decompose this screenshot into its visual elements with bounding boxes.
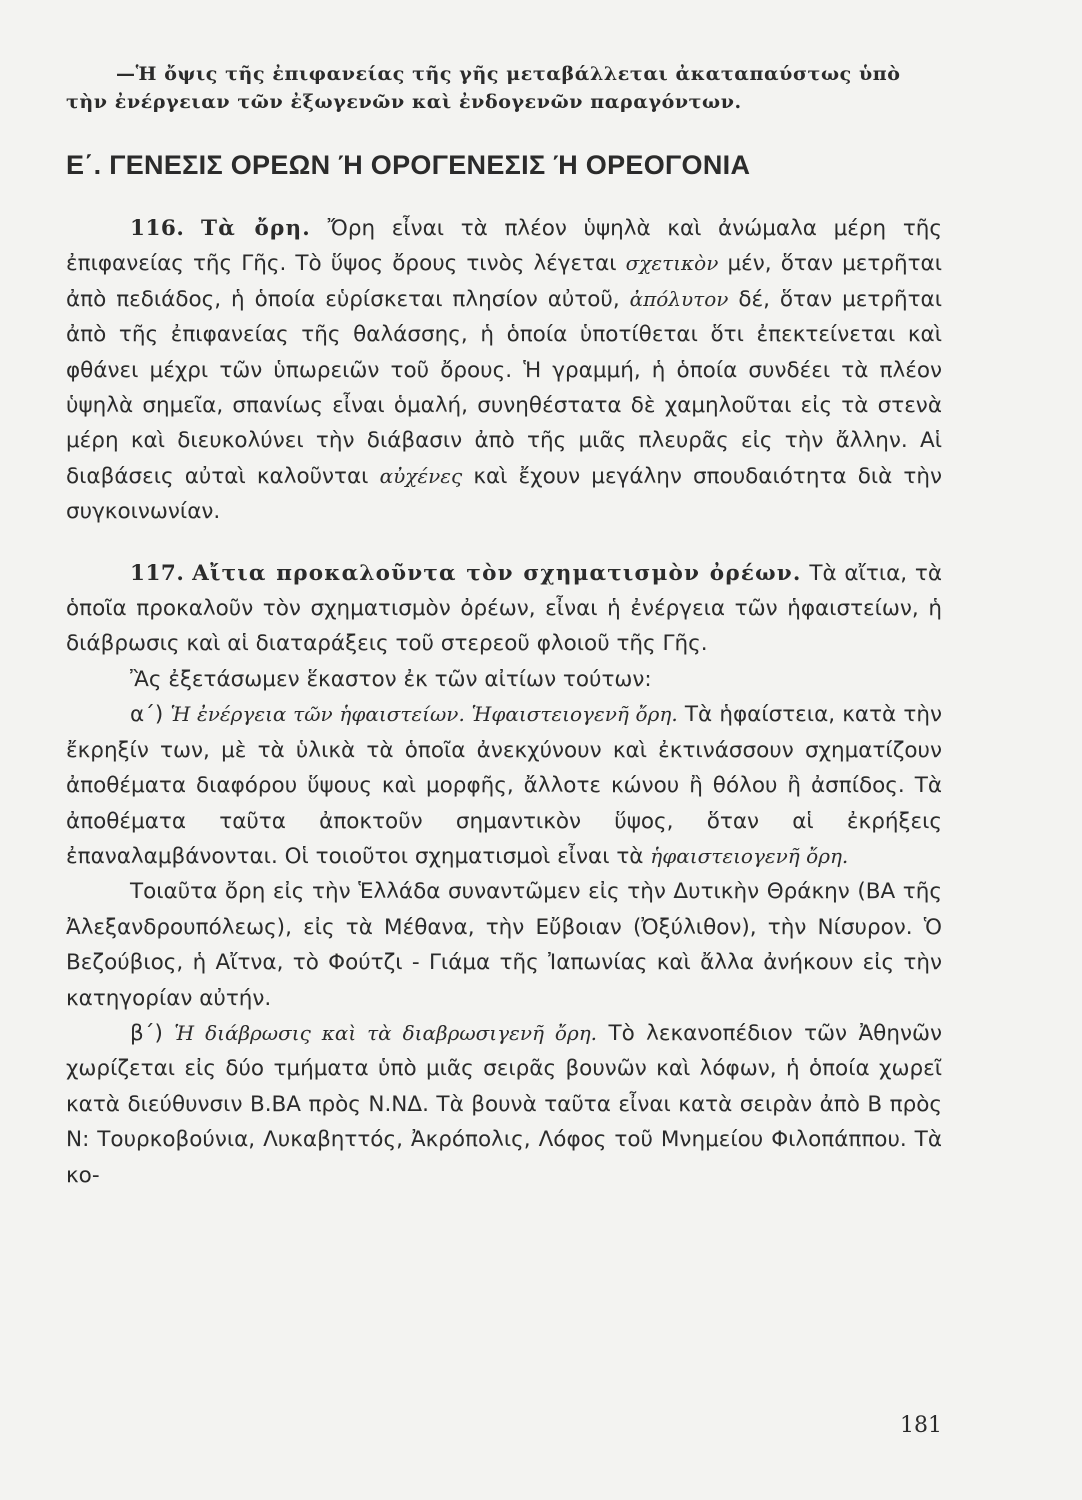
summary-line-1: —Ἡ ὄψις τῆς ἐπιφανείας τῆς γῆς μεταβάλλεται ἀκαταπαύστως ὑπὸ xyxy=(116,63,901,85)
section-117-text: Τὰ αἴτια, τὰ ὁποῖα προκαλοῦν τὸν σχηματισμὸν ὀρέων, εἶναι ἡ ἐνέργεια τῶν ἡφαιστείων, ἡ διάβρωσις καὶ αἱ διαταράξεις τοῦ στερεοῦ φλοιοῦ τῆς Γῆς. xyxy=(66,560,942,657)
item-a-label: α΄) xyxy=(130,702,164,728)
section-117-intro: Ἂς ἐξετάσωμεν ἕκαστον ἐκ τῶν αἰτίων τούτων: xyxy=(130,666,652,692)
term-passes: αὐχένες xyxy=(379,463,463,488)
section-117 xyxy=(66,556,942,662)
term-relative: σχετικὸν xyxy=(625,251,719,276)
section-116-text-d: καὶ ἔχουν μεγάλην σπουδαιότητα διὰ τὴν συγκοινωνίαν. xyxy=(66,463,943,525)
page-number: 181 xyxy=(900,1413,942,1438)
term-absolute: ἀπόλυτον xyxy=(629,286,729,311)
volcano-examples: Τοιαῦτα ὄρη εἰς τὴν Ἑλλάδα συναντῶμεν εἰς τὴν Δυτικὴν Θράκην (ΒΑ τῆς Ἀλεξανδρουπόλεως), εἰς τὰ Μέθανα, τὴν Εὔβοιαν (Ὀξύλιθον), τὴν Νίσυρον. Ὁ Βεζούβιος, ἡ Αἴτνα, τὸ Φούτζι - Γιάμα τῆς Ἰαπωνίας καὶ ἄλλα ἀνήκουν εἰς τὴν κατηγορίαν αὐτήν. xyxy=(66,879,942,1011)
section-116 xyxy=(66,211,942,530)
summary-line-2: τὴν ἐνέργειαν τῶν ἐξωγενῶν καὶ ἐνδογενῶν παραγόντων. xyxy=(66,91,742,113)
chapter-summary xyxy=(66,60,942,116)
section-116-text-a: Ὄρη εἶναι τὰ πλέον ὑψηλὰ καὶ ἀνώμαλα μέρη τῆς ἐπιφανείας τῆς Γῆς. Τὸ ὕψος ὄρους τινὸς λέγεται xyxy=(66,216,943,277)
item-b-label: β΄) xyxy=(130,1020,163,1046)
book-page xyxy=(66,60,942,1480)
item-b-heading: Ἡ διάβρωσις καὶ τὰ διαβρωσιγενῆ ὄρη. xyxy=(174,1020,598,1045)
chapter-title: Ε΄. ΓΕΝΕΣΙΣ ΟΡΕΩΝ Ή ΟΡΟΓΕΝΕΣΙΣ Ή ΟΡΕΟΓΟΝΙΑ xyxy=(66,150,751,180)
item-b-text: Τὸ λεκανοπέδιον τῶν Ἀθηνῶν χωρίζεται εἰς δύο τμήματα ὑπὸ μιᾶς σειρᾶς βουνῶν καὶ λόφων, ἡ ὁποία χωρεῖ κατὰ διεύθυνσιν Β.ΒΑ πρὸς Ν.ΝΔ. Τὰ βουνὰ ταῦτα εἶναι κατὰ σειρὰν ἀπὸ Β πρὸς Ν: Τουρκοβούνια, Λυκαβηττός, Ἀκρόπολις, Λόφος τοῦ Μνημείου Φιλοπάππου. Τὰ κο- xyxy=(66,1020,942,1188)
item-a-text: Τὰ ἡφαίστεια, κατὰ τὴν ἔκρηξίν των, μὲ τὰ ὑλικὰ τὰ ὁποῖα ἀνεκχύνουν καὶ ἐκτινάσσουν σχηματίζουν ἀποθέματα διαφόρου ὕψους καὶ μορφῆς, ἄλλοτε κώνου ἢ θόλου ἢ ἀσπίδος. Τὰ ἀποθέματα ταῦτα ἀποκτοῦν σημαντικὸν ὕψος, ὅταν αἱ ἐκρήξεις ἐπαναλαμβάνονται. Οἱ τοιοῦτοι σχηματισμοὶ εἶναι τὰ xyxy=(66,702,942,869)
item-a-term: ἡφαιστειογενῆ ὄρη. xyxy=(650,843,849,868)
section-116-number: 116. xyxy=(130,216,185,241)
section-116-title: Τὰ ὄρη. xyxy=(201,216,311,241)
section-117-number: 117. xyxy=(130,560,185,586)
item-a-heading: Ἡ ἐνέργεια τῶν ἡφαιστείων. Ἡφαιστειογενῆ ὄρη. xyxy=(170,702,678,727)
item-a xyxy=(66,697,942,874)
section-116-text-c: δέ, ὅταν μετρῆται ἀπὸ τῆς ἐπιφανείας τῆς θαλάσσης, ἡ ὁποία ὑποτίθεται ὅτι ἐπεκτείνεται καὶ φθάνει μέχρι τῶν ὑπωρειῶν τοῦ ὄρους. Ἡ γραμμή, ἡ ὁποία συνδέει τὰ πλέον ὑψηλὰ σημεῖα, σπανίως εἶναι ὁμαλή, συνηθέστατα δὲ χαμηλοῦται εἰς τὰ στενὰ μέρη καὶ διευκολύνει τὴν διάβασιν ἀπὸ τῆς μιᾶς πλευρᾶς εἰς τὴν ἄλλην. Αἱ διαβάσεις αὐταὶ καλοῦνται xyxy=(66,286,942,489)
section-116-text-b: μέν, ὅταν μετρῆται ἀπὸ πεδιάδος, ἡ ὁποία εὑρίσκεται πλησίον αὐτοῦ, xyxy=(66,251,942,312)
section-117-title: Αἴτια προκαλοῦντα τὸν σχηματισμὸν ὀρέων. xyxy=(192,560,802,586)
item-b xyxy=(66,1016,942,1193)
